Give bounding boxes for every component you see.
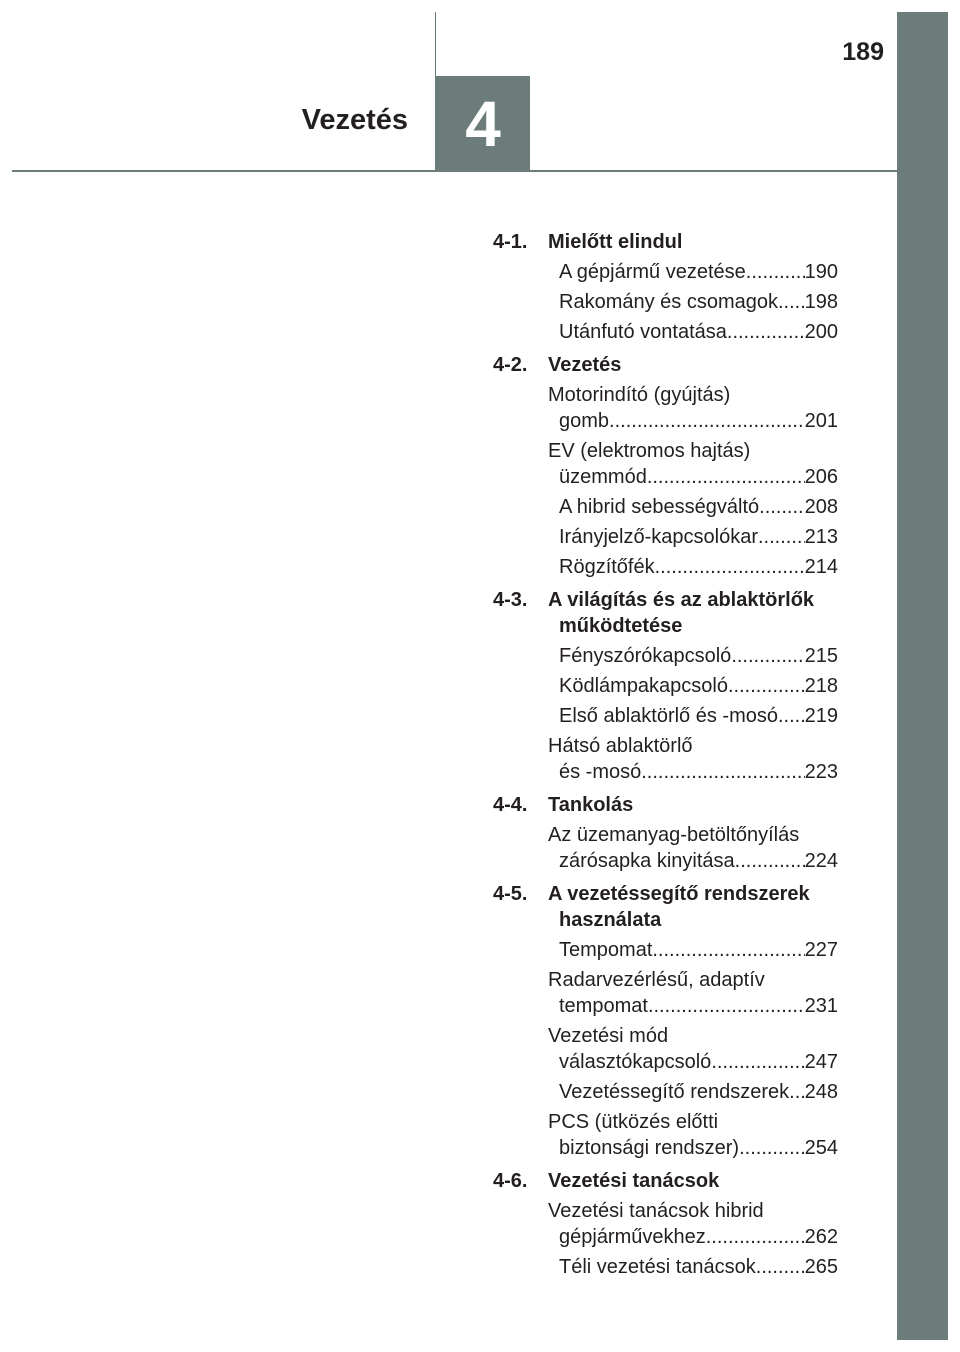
toc-entry[interactable] xyxy=(548,641,838,671)
toc-entry-text: A gépjármű vezetése xyxy=(559,261,746,283)
dot-leader xyxy=(609,408,805,434)
dot-leader xyxy=(648,993,805,1019)
toc-section xyxy=(493,585,838,787)
dot-leader xyxy=(655,554,805,580)
toc-entry-page: 219 xyxy=(804,705,838,727)
toc-entry-lead: EV (elektromos hajtás) xyxy=(548,440,751,462)
toc-section xyxy=(493,1166,838,1282)
toc-section-title: A világítás és az ablaktörlők működtetése xyxy=(548,589,815,637)
dot-leader xyxy=(758,524,805,550)
toc-section-title: Mielőtt elindul xyxy=(548,231,683,253)
toc-section-title: Vezetés xyxy=(548,354,622,376)
dot-leader xyxy=(706,1224,805,1250)
toc-entry[interactable] xyxy=(548,1252,838,1282)
dot-leader xyxy=(652,937,804,963)
toc-entry-lead: PCS (ütközés előtti xyxy=(548,1111,719,1133)
toc-section-heading[interactable] xyxy=(493,350,838,380)
toc-entry-text: választókapcsoló xyxy=(559,1051,712,1073)
toc-entry[interactable] xyxy=(548,1107,838,1163)
toc-entry-page: 248 xyxy=(804,1081,838,1103)
toc-entry[interactable] xyxy=(548,1077,838,1107)
toc-section-number: 4-4. xyxy=(493,794,528,816)
toc-entry-page: 206 xyxy=(804,466,838,488)
toc-entry-page: 213 xyxy=(804,526,838,548)
toc-section-number: 4-2. xyxy=(493,354,528,376)
toc-entry-page: 200 xyxy=(804,321,838,343)
dot-leader xyxy=(727,319,805,345)
dot-leader xyxy=(778,289,805,315)
toc-section xyxy=(493,790,838,876)
toc-entry-page: 215 xyxy=(804,645,838,667)
toc-entry-text: és -mosó xyxy=(559,761,642,783)
toc-entry-text: üzemmód xyxy=(559,466,647,488)
toc-entry-lead: Vezetési mód xyxy=(548,1025,669,1047)
toc-entry-lead: Radarvezérlésű, adaptív xyxy=(548,969,765,991)
toc-entry-text: gépjárművekhez xyxy=(559,1226,706,1248)
toc-entry[interactable] xyxy=(548,701,838,731)
dot-leader xyxy=(735,848,805,874)
dot-leader xyxy=(746,259,805,285)
toc-entry-text: Vezetéssegítő rendszerek xyxy=(559,1081,790,1103)
toc-entry[interactable] xyxy=(548,492,838,522)
toc-section-title: Vezetési tanácsok xyxy=(548,1170,720,1192)
toc-entry[interactable] xyxy=(548,287,838,317)
dot-leader xyxy=(739,1135,805,1161)
toc-entry[interactable] xyxy=(548,1196,838,1252)
toc-section-title: A vezetéssegítő rendszerek használata xyxy=(548,883,810,931)
toc-entry-page: 190 xyxy=(804,261,838,283)
toc-section-heading[interactable] xyxy=(493,585,838,641)
toc-entry-page: 223 xyxy=(804,761,838,783)
toc-entry-lead: Az üzemanyag-betöltőnyílás xyxy=(548,824,800,846)
toc-entry[interactable] xyxy=(548,820,838,876)
toc-section-heading[interactable] xyxy=(493,879,838,935)
dot-leader xyxy=(778,703,805,729)
toc-section-heading[interactable] xyxy=(493,1166,838,1196)
dot-leader xyxy=(759,494,804,520)
toc-entry-page: 214 xyxy=(804,556,838,578)
toc-entry[interactable] xyxy=(548,257,838,287)
dot-leader xyxy=(731,643,804,669)
toc-entry-text: gomb xyxy=(559,410,610,432)
toc-entry-page: 262 xyxy=(804,1226,838,1248)
chapter-number-box xyxy=(436,76,530,171)
toc-entry-text: Téli vezetési tanácsok xyxy=(559,1256,756,1278)
toc-entry-page: 208 xyxy=(804,496,838,518)
toc-entry[interactable] xyxy=(548,522,838,552)
toc-entry-text: tempomat xyxy=(559,995,648,1017)
page-number: 189 xyxy=(842,38,884,66)
toc-section-heading[interactable] xyxy=(493,790,838,820)
chapter-side-tab xyxy=(897,12,948,1340)
toc-section-number: 4-3. xyxy=(493,589,528,611)
toc-entry[interactable] xyxy=(548,731,838,787)
toc-entry-page: 265 xyxy=(804,1256,838,1278)
toc-entry-text: Ködlámpakapcsoló xyxy=(559,675,728,697)
toc-section-number: 4-6. xyxy=(493,1170,528,1192)
dot-leader xyxy=(756,1254,805,1280)
toc-section xyxy=(493,879,838,1163)
toc-entry[interactable] xyxy=(548,1021,838,1077)
toc-entry-page: 198 xyxy=(804,291,838,313)
toc-section xyxy=(493,227,838,347)
toc-entry-text: Irányjelző-kapcsolókar xyxy=(559,526,758,548)
table-of-contents xyxy=(493,227,838,1282)
chapter-number: 4 xyxy=(465,87,501,160)
toc-entry-text: Fényszórókapcsoló xyxy=(559,645,732,667)
toc-entry-page: 218 xyxy=(804,675,838,697)
toc-entry-lead: Motorindító (gyújtás) xyxy=(548,384,731,406)
dot-leader xyxy=(647,464,805,490)
chapter-title: Vezetés xyxy=(301,104,408,136)
toc-entry-text: Tempomat xyxy=(559,939,653,961)
dot-leader xyxy=(789,1079,804,1105)
toc-section-heading[interactable] xyxy=(493,227,838,257)
toc-entry[interactable] xyxy=(548,436,838,492)
toc-entry-page: 247 xyxy=(804,1051,838,1073)
toc-entry[interactable] xyxy=(548,935,838,965)
toc-section-number: 4-1. xyxy=(493,231,528,253)
dot-leader xyxy=(641,759,804,785)
toc-entry[interactable] xyxy=(548,317,838,347)
toc-entry-text: Rögzítőfék xyxy=(559,556,655,578)
toc-entry-page: 201 xyxy=(804,410,838,432)
toc-entry[interactable] xyxy=(548,671,838,701)
toc-entry-text: Utánfutó vontatása xyxy=(559,321,727,343)
toc-entry-text: zárósapka kinyitása xyxy=(559,850,735,872)
toc-entry-page: 254 xyxy=(804,1137,838,1159)
toc-section-number: 4-5. xyxy=(493,883,528,905)
toc-entry-text: biztonsági rendszer) xyxy=(559,1137,740,1159)
toc-entry-lead: Hátsó ablaktörlő xyxy=(548,735,693,757)
toc-section xyxy=(493,350,838,582)
toc-entry-text: Rakomány és csomagok xyxy=(559,291,778,313)
dot-leader xyxy=(728,673,805,699)
toc-entry[interactable] xyxy=(548,552,838,582)
toc-entry-page: 231 xyxy=(804,995,838,1017)
toc-entry[interactable] xyxy=(548,380,838,436)
toc-entry-text: A hibrid sebességváltó xyxy=(559,496,760,518)
toc-entry-page: 227 xyxy=(804,939,838,961)
toc-section-title: Tankolás xyxy=(548,794,634,816)
toc-entry-page: 224 xyxy=(804,850,838,872)
toc-entry[interactable] xyxy=(548,965,838,1021)
toc-entry-text: Első ablaktörlő és -mosó xyxy=(559,705,778,727)
dot-leader xyxy=(711,1049,804,1075)
toc-entry-lead: Vezetési tanácsok hibrid xyxy=(548,1200,764,1222)
